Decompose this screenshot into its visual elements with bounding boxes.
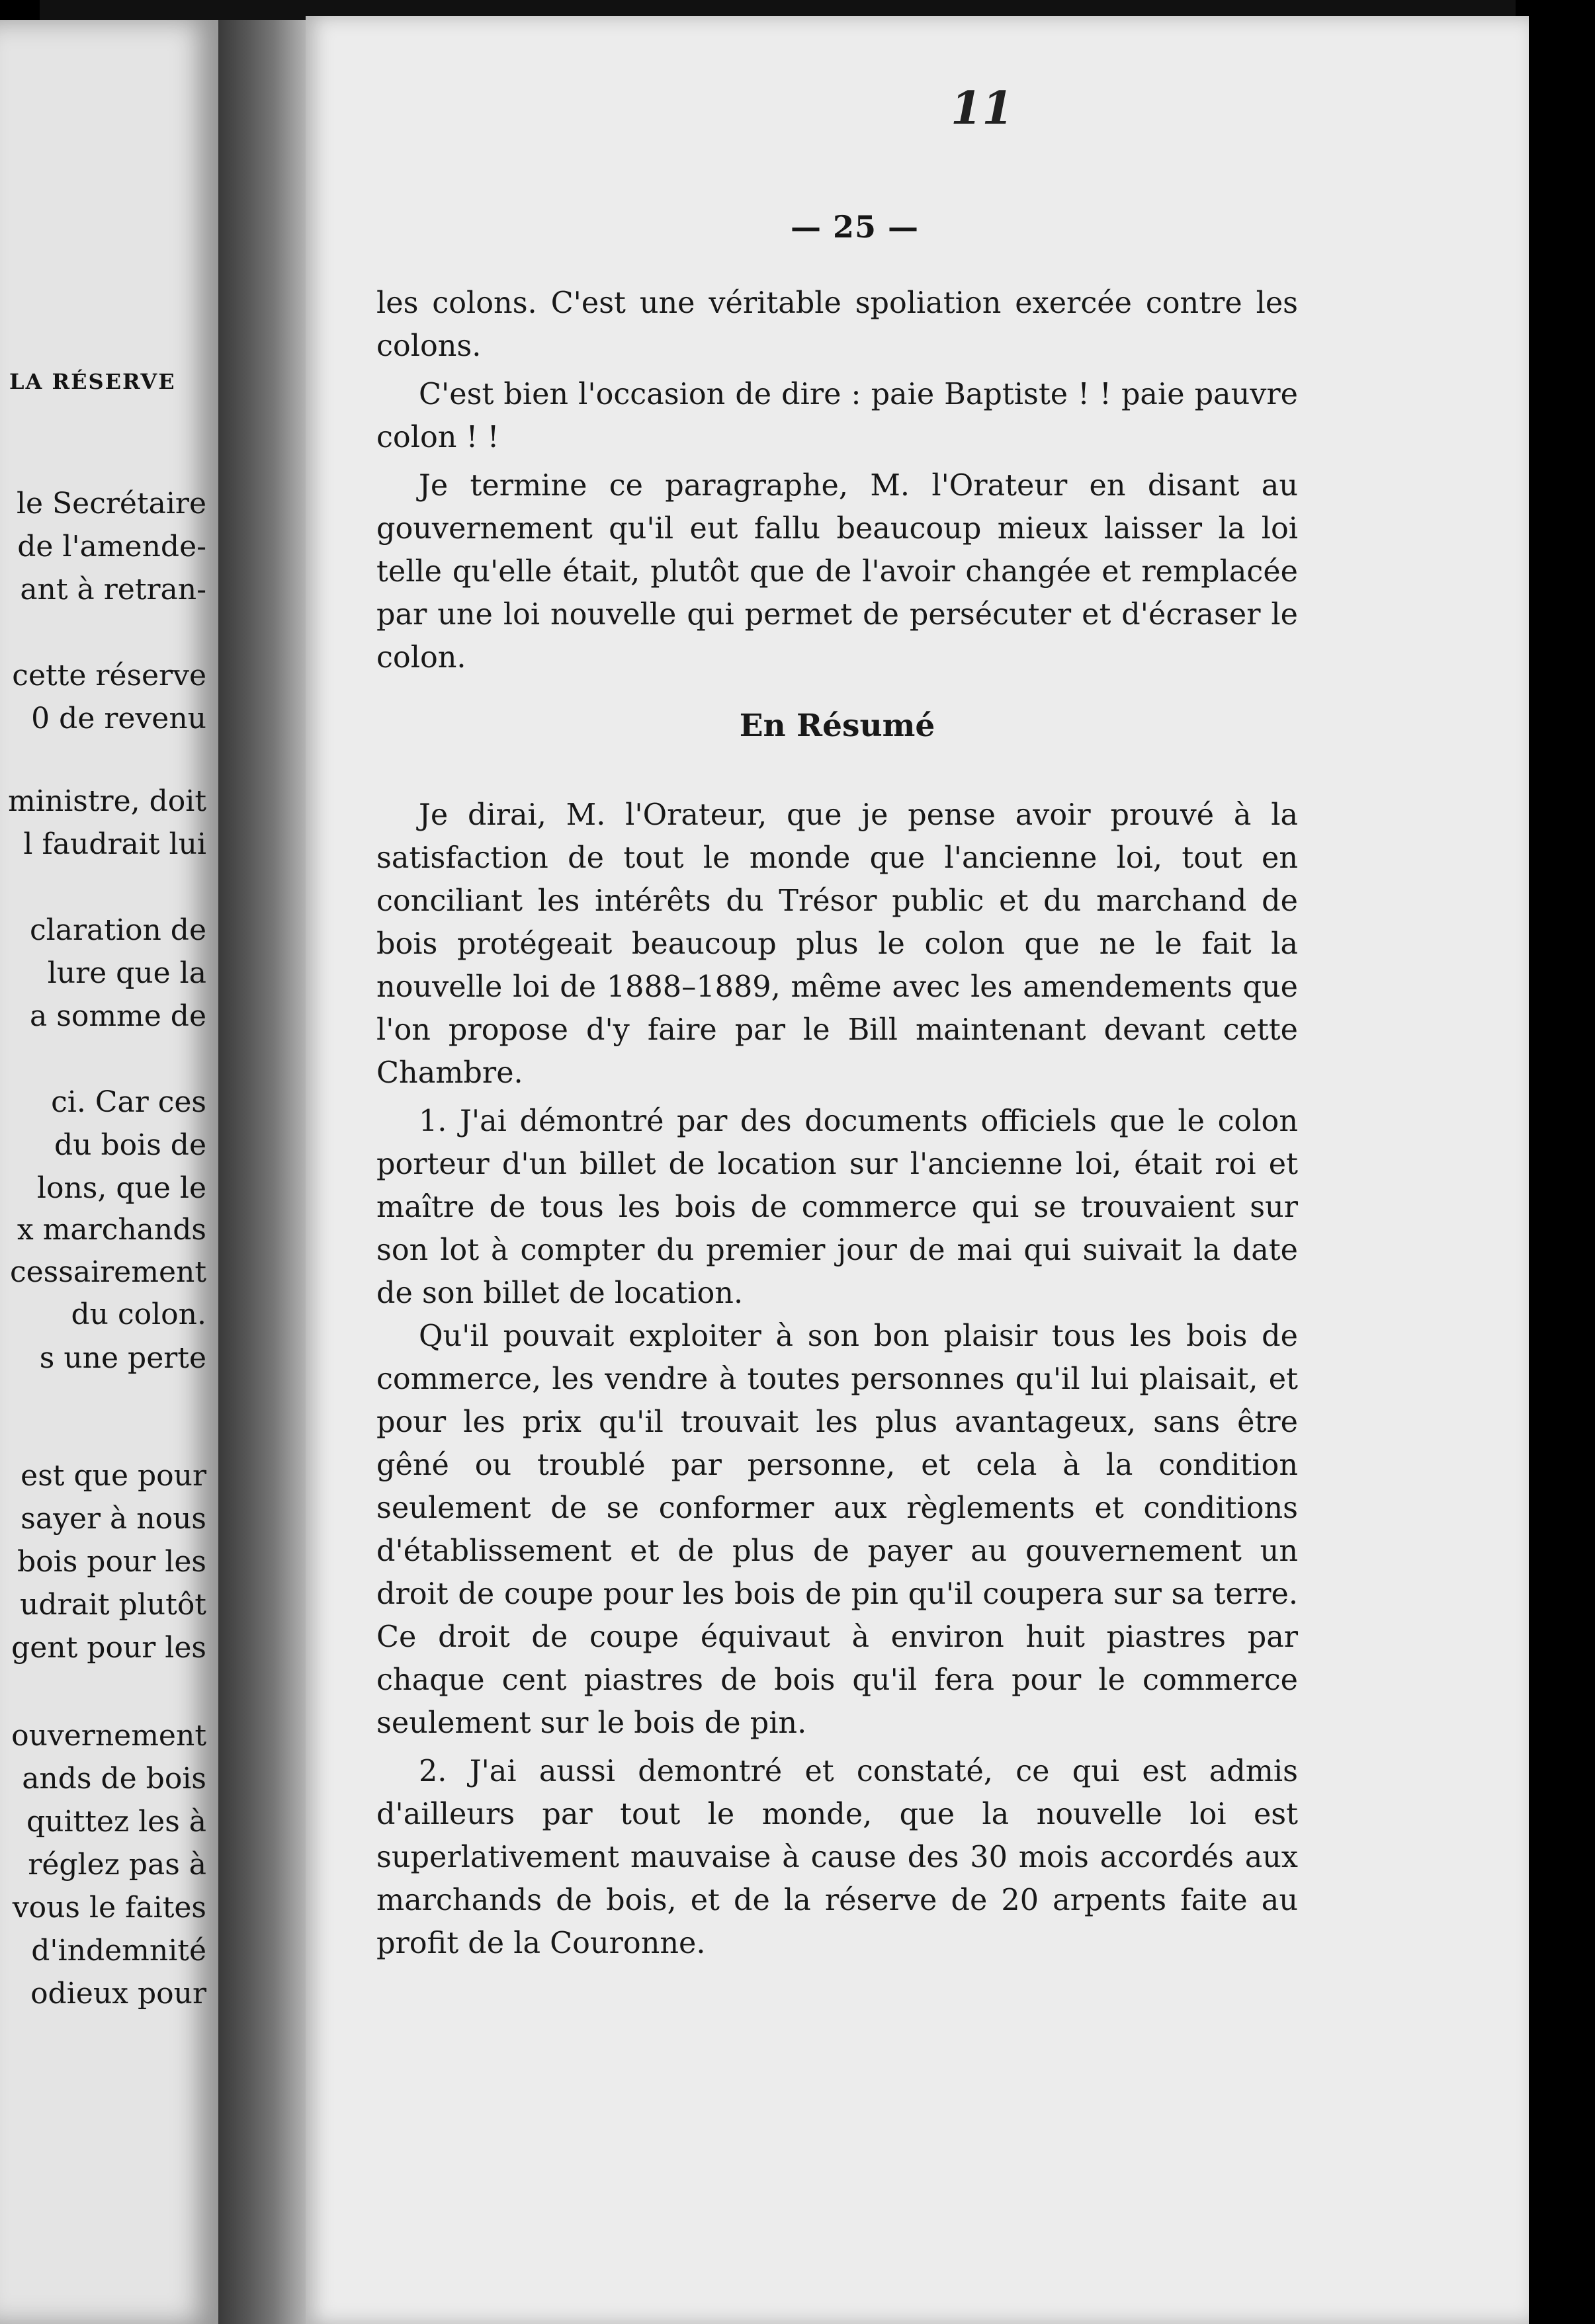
left-line-fragment: est que pour xyxy=(21,1459,206,1493)
section-heading: En Résumé xyxy=(739,708,935,744)
left-line-fragment: réglez pas à xyxy=(28,1848,206,1882)
left-running-head: LA RÉSERVE xyxy=(9,369,176,394)
left-line-fragment: claration de xyxy=(30,913,206,947)
left-line-fragment: du colon. xyxy=(71,1298,206,1331)
left-line-fragment: ant à retran- xyxy=(20,573,206,606)
left-line-fragment: 0 de revenu xyxy=(31,702,206,735)
left-line-fragment: sayer à nous xyxy=(21,1502,206,1536)
left-line-fragment: vous le faites xyxy=(12,1891,206,1925)
left-line-fragment: a somme de xyxy=(30,999,206,1033)
left-line-fragment: odieux pour xyxy=(30,1977,206,2011)
book-gutter-shadow xyxy=(218,20,311,2324)
document-page xyxy=(306,16,1529,2324)
paragraph: 1. J'ai démontré par des documents officiels que le colon porteur d'un billet de location sur l'ancienne loi, était roi et maître de tous les bois de commerce qui se trouvaient sur son lot à compter du premier jour de mai qui suivait la date de son billet de location. xyxy=(376,1104,1298,1310)
paragraph: Je termine ce paragraphe, M. l'Orateur en disant au gouvernement qu'il eut fallu beaucoup mieux laisser la loi telle qu'elle était, plutôt que de l'avoir changée et remplacée par une loi nouvelle qui permet de persécuter et d'écraser le colon. xyxy=(376,469,1298,675)
facing-page-fragment xyxy=(0,20,218,2324)
left-line-fragment: ministre, doit xyxy=(8,784,206,818)
left-line-fragment: bois pour les xyxy=(17,1545,206,1579)
page-number: — 25 — xyxy=(790,209,920,245)
left-line-fragment: ci. Car ces xyxy=(51,1085,206,1119)
left-line-fragment: du bois de xyxy=(54,1128,206,1162)
left-line-fragment: l faudrait lui xyxy=(23,827,206,861)
left-line-fragment: gent pour les xyxy=(11,1631,206,1665)
left-line-fragment: cette réserve xyxy=(12,659,206,692)
left-line-fragment: d'indemnité xyxy=(31,1934,206,1968)
handwritten-page-mark: 11 xyxy=(951,82,1013,135)
left-line-fragment: x marchands xyxy=(17,1213,206,1247)
left-line-fragment: s une perte xyxy=(39,1341,206,1375)
paragraph: les colons. C'est une véritable spoliation exercée contre les colons. xyxy=(376,286,1298,363)
left-line-fragment: quittez les à xyxy=(26,1805,206,1839)
paragraph: Je dirai, M. l'Orateur, que je pense avoir prouvé à la satisfaction de tout le monde que l'ancienne loi, tout en conciliant les intérêts du Trésor public et du marchand de bois protégeait beaucoup plus le colon que ne le fait la nouvelle loi de 1888–1889, même avec les amendements que l'on propose d'y faire par le Bill maintenant devant cette Chambre. xyxy=(376,798,1298,1090)
left-line-fragment: ands de bois xyxy=(22,1762,206,1796)
left-line-fragment: lure que la xyxy=(47,956,206,990)
body-text xyxy=(376,282,1298,1965)
left-line-fragment: le Secrétaire xyxy=(16,487,206,520)
paragraph: 2. J'ai aussi demontré et constaté, ce qui est admis d'ailleurs par tout le monde, que la nouvelle loi est superlativement mauvaise à cause des 30 mois accordés aux marchands de bois, et de la réserve de 20 arpents faite au profit de la Couronne. xyxy=(376,1755,1298,1960)
left-line-fragment: ouvernement xyxy=(11,1719,206,1753)
left-line-fragment: de l'amende- xyxy=(17,530,206,563)
left-line-fragment: cessairement xyxy=(10,1255,206,1289)
paragraph: Qu'il pouvait exploiter à son bon plaisir tous les bois de commerce, les vendre à toutes personnes qu'il lui plaisait, et pour les prix qu'il trouvait les plus avantageux, sans être gêné ou troublé par personne, et cela à la condition seulement de se conformer aux règlements et conditions d'établissement et de plus de payer au gouvernement un droit de coupe pour les bois de pin qu'il coupera sur sa terre. Ce droit de coupe équivaut à environ huit piastres par chaque cent piastres de bois qu'il fera pour le commerce seulement sur le bois de pin. xyxy=(376,1319,1298,1740)
left-line-fragment: udrait plutôt xyxy=(20,1588,206,1622)
paragraph: C'est bien l'occasion de dire : paie Baptiste ! ! paie pauvre colon ! ! xyxy=(376,378,1298,454)
left-line-fragment: lons, que le xyxy=(36,1171,206,1205)
